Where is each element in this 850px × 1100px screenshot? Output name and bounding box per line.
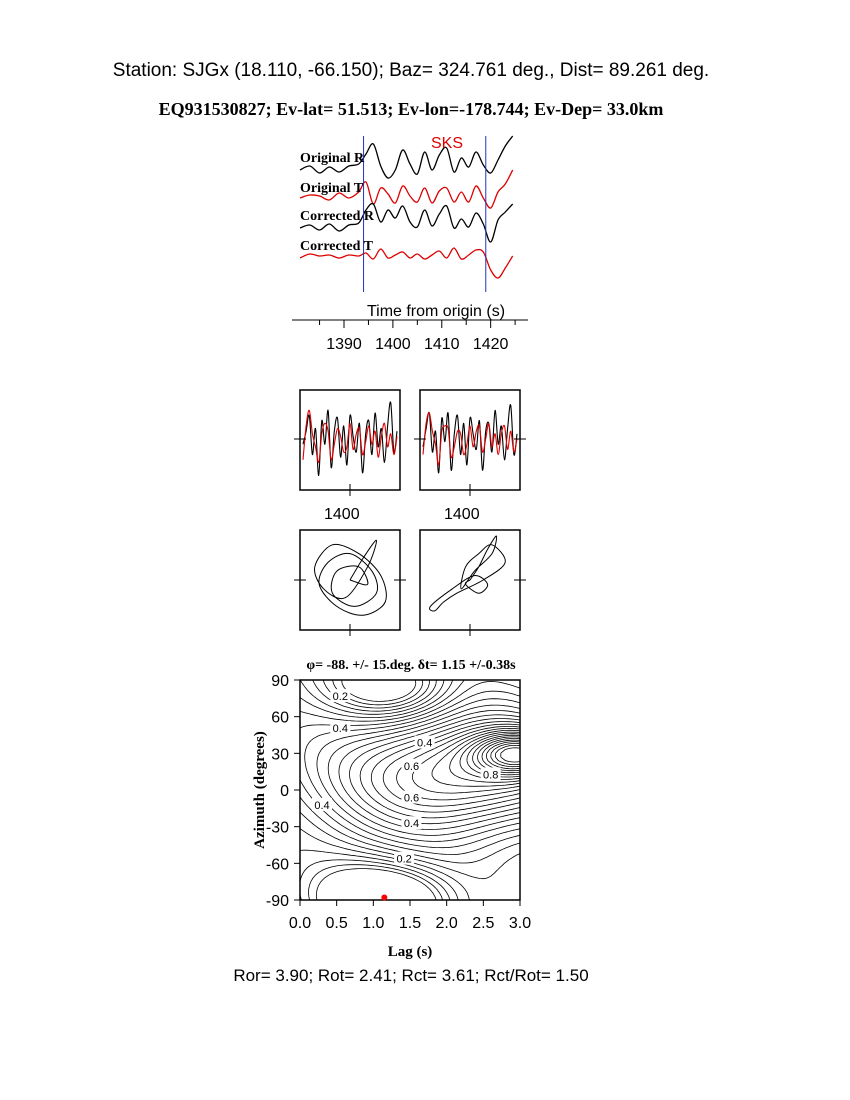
lag-axis-tick-label: 1.0	[362, 915, 385, 932]
time-axis-tick-label: 1390	[326, 336, 362, 353]
seismogram-panel	[292, 135, 528, 353]
azimuth-axis-tick-label: 60	[271, 709, 289, 727]
lag-axis-tick-label: 0.0	[288, 915, 312, 932]
azimuth-axis-tick-label: -30	[265, 819, 289, 837]
time-axis-tick-label: 1400	[375, 336, 411, 353]
azimuth-axis-tick-label: -90	[265, 893, 289, 910]
lag-axis-tick-label: 0.5	[325, 915, 348, 932]
time-axis-tick-label: 1410	[423, 336, 460, 353]
trace-label-original-r: Original R	[300, 151, 365, 166]
lag-axis-tick-label: 2.5	[472, 915, 495, 932]
contour-label: 0.8	[483, 769, 499, 782]
error-surface-contours	[300, 680, 520, 900]
contour-label: 0.4	[332, 722, 348, 735]
event-header: EQ931530827; Ev-lat= 51.513; Ev-lon=-178.744; Ev-Dep= 33.0km	[158, 99, 664, 119]
time-axis-ticks	[320, 320, 516, 353]
window-tick-label-corrected: 1400	[444, 506, 480, 523]
azimuth-axis-label: Azimuth (degrees)	[252, 731, 268, 849]
contour-label: 0.2	[396, 853, 412, 866]
lag-axis-tick-label: 3.0	[508, 915, 532, 932]
lag-axis-tick-label: 1.5	[398, 915, 422, 932]
contour-label: 0.2	[332, 691, 348, 704]
window-markers	[364, 136, 486, 292]
azimuth-axis-tick-label: -60	[265, 856, 289, 874]
azimuth-axis-tick-label: 90	[271, 673, 289, 690]
window-trace	[303, 402, 397, 475]
lag-axis-label: Lag (s)	[387, 944, 433, 960]
contour-value-labels	[312, 689, 501, 866]
azimuth-axis-tick-label: 0	[280, 783, 289, 800]
contour-label: 0.4	[403, 818, 420, 831]
ratios-footer: Ror= 3.90; Rot= 2.41; Rct= 3.61; Rct/Rot= 1.50	[233, 966, 589, 985]
lag-axis-tick-label: 2.0	[435, 915, 458, 932]
particle-motion-path	[430, 536, 506, 611]
window-panel-original	[300, 390, 400, 490]
trace-label-original-t: Original T	[300, 181, 364, 196]
azimuth-axis-tick-label: 30	[271, 746, 289, 764]
particle-motion-path	[315, 540, 387, 615]
trace-label-corrected-t: Corrected T	[300, 239, 373, 254]
time-axis-label: Time from origin (s)	[366, 303, 506, 320]
station-header: Station: SJGx (18.110, -66.150); Baz= 324.761 deg., Dist= 89.261 deg.	[112, 60, 710, 81]
contour-label: 0.4	[314, 799, 330, 812]
contour-label: 0.6	[403, 760, 420, 773]
error-surface-title: φ= -88. +/- 15.deg. δt= 1.15 +/-0.38s	[306, 658, 516, 673]
window-trace	[423, 405, 517, 473]
particle-motion-traces	[315, 536, 506, 615]
best-fit-marker	[381, 895, 387, 901]
time-axis-tick-label: 1420	[472, 336, 509, 353]
window-traces	[303, 402, 517, 475]
contour-label: 0.6	[403, 792, 420, 805]
window-tick-label-original: 1400	[324, 506, 360, 523]
phase-label-sks: SKS	[431, 135, 464, 152]
trace-label-corrected-r: Corrected R	[300, 209, 374, 224]
contour-line	[501, 748, 520, 762]
contour-label: 0.4	[417, 737, 433, 750]
contour-line	[300, 680, 458, 900]
